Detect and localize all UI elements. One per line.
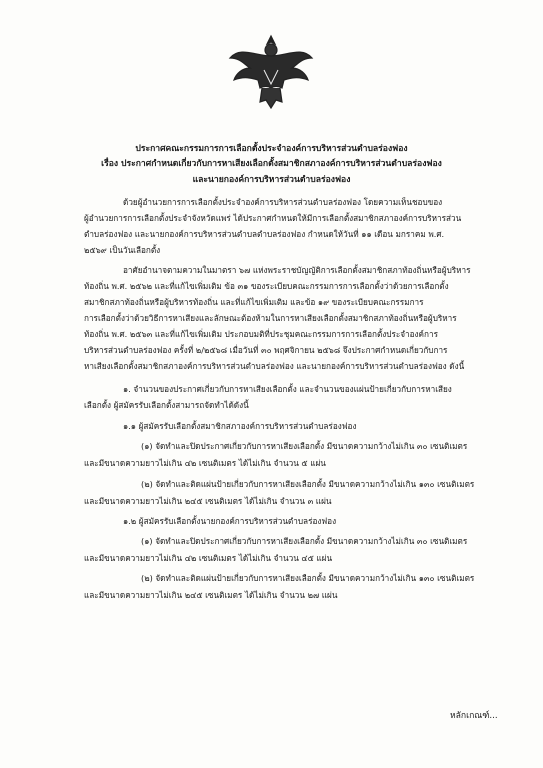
section-1-heading: ๑. จำนวนของประกาศเกี่ยวกับการหาเสียงเลือกตั้ง และจำนวนของแผ่นป้ายเกี่ยวกับการหาเสียง <box>123 384 452 394</box>
body-line: และมีขนาดความยาวไม่เกิน ๒๔๕ เซนติเมตร ได้ไม่เกิน จำนวน ๒๗ แผ่น <box>84 590 338 600</box>
body-line: ด้วยผู้อำนวยการการเลือกตั้งประจำองค์การบริหารส่วนตำบลร่องฟอง โดยความเห็นชอบของ <box>123 197 443 207</box>
section-1-1-heading: ๑.๑ ผู้สมัครรับเลือกตั้งสมาชิกสภาองค์การบริหารส่วนตำบลร่องฟอง <box>123 421 357 431</box>
body-line: (๒) จัดทำและติดแผ่นป้ายเกี่ยวกับการหาเสียงเลือกตั้ง มีขนาดความกว้างไม่เกิน ๑๓๐ เซนติเมตร <box>141 479 475 489</box>
body-line: ท้องถิ่น พ.ศ. ๒๕๖๒ และที่แก้ไขเพิ่มเติม ข้อ ๓๑ ของระเบียบคณะกรรมการการเลือกตั้งว่าด้วยการเลือกตั้ง <box>84 281 449 291</box>
body-line: และมีขนาดความยาวไม่เกิน ๒๔๕ เซนติเมตร ได้ไม่เกิน จำนวน ๓ แผ่น <box>84 496 332 506</box>
body-line: และมีขนาดความยาวไม่เกิน ๔๒ เซนติเมตร ได้ไม่เกิน จำนวน ๔๕ แผ่น <box>84 553 333 563</box>
section-1-2-heading: ๑.๒ ผู้สมัครรับเลือกตั้งนายกองค์การบริหารส่วนตำบลร่องฟอง <box>123 516 337 526</box>
body-line: (๑) จัดทำและปิดประกาศเกี่ยวกับการหาเสียงเลือกตั้ง มีขนาดความกว้างไม่เกิน ๓๐ เซนติเมตร <box>141 441 468 451</box>
garuda-emblem <box>226 28 316 114</box>
body-line: ท้องถิ่น พ.ศ. ๒๕๖๓ และที่แก้ไขเพิ่มเติม ประกอบมติที่ประชุมคณะกรรมการการเลือกตั้งประจำองค์การ <box>84 329 438 339</box>
title-line-3: และนายกองค์การบริหารส่วนตำบลร่องฟอง <box>192 175 351 185</box>
body-line: บริหารส่วนตำบลร่องฟอง ครั้งที่ ๒/๒๕๖๘ เมื่อวันที่ ๓๐ พฤศจิกายน ๒๕๖๘ จึงประกาศกำหนดเกี่ยวกับการ <box>84 345 448 355</box>
continuation-note: หลักเกณฑ์... <box>450 711 498 721</box>
body-line: หาเสียงเลือกตั้งสมาชิกสภาองค์การบริหารส่วนตำบลร่องฟอง และนายกองค์การบริหารส่วนตำบลร่องฟอง ดังนี้ <box>84 361 465 371</box>
body-line: ๒๕๖๙ เป็นวันเลือกตั้ง <box>84 245 161 255</box>
title-line-1: ประกาศคณะกรรมการการเลือกตั้งประจำองค์การบริหารส่วนตำบลร่องฟอง <box>135 144 408 154</box>
body-line: (๑) จัดทำและปิดประกาศเกี่ยวกับการหาเสียงเลือกตั้ง มีขนาดความกว้างไม่เกิน ๓๐ เซนติเมตร <box>141 536 468 546</box>
body-line: การเลือกตั้งว่าด้วยวิธีการหาเสียงและลักษณะต้องห้ามในการหาเสียงเลือกตั้งสมาชิกสภาท้องถิ่นหรือผู้บริหาร <box>84 313 457 323</box>
body-line: ผู้อำนวยการการเลือกตั้งประจำจังหวัดแพร่ ได้ประกาศกำหนดให้มีการเลือกตั้งสมาชิกสภาองค์การบริหารส่วน <box>84 213 462 223</box>
body-line: อาศัยอำนาจตามความในมาตรา ๖๗ แห่งพระราชบัญญัติการเลือกตั้งสมาชิกสภาท้องถิ่นหรือผู้บริหาร <box>123 265 471 275</box>
body-line: เลือกตั้ง ผู้สมัครรับเลือกตั้งสามารถจัดทำได้ดังนี้ <box>84 400 249 410</box>
body-line: และมีขนาดความยาวไม่เกิน ๔๒ เซนติเมตร ได้ไม่เกิน จำนวน ๕ แผ่น <box>84 458 326 468</box>
title-line-2: เรื่อง ประกาศกำหนดเกี่ยวกับการหาเสียงเลือกตั้งสมาชิกสภาองค์การบริหารส่วนตำบลร่องฟอง <box>101 159 442 169</box>
body-line: สมาชิกสภาท้องถิ่นหรือผู้บริหารท้องถิ่น และที่แก้ไขเพิ่มเติม และข้อ ๑๙ ของระเบียบคณะกรรมการ <box>84 297 424 307</box>
body-line: (๒) จัดทำและติดแผ่นป้ายเกี่ยวกับการหาเสียงเลือกตั้ง มีขนาดความกว้างไม่เกิน ๑๓๐ เซนติเมตร <box>141 573 475 583</box>
body-line: ตำบลร่องฟอง และนายกองค์การบริหารส่วนตำบลตำบลร่องฟอง กำหนดให้วันที่ ๑๑ เดือน มกราคม พ.ศ. <box>84 229 445 239</box>
